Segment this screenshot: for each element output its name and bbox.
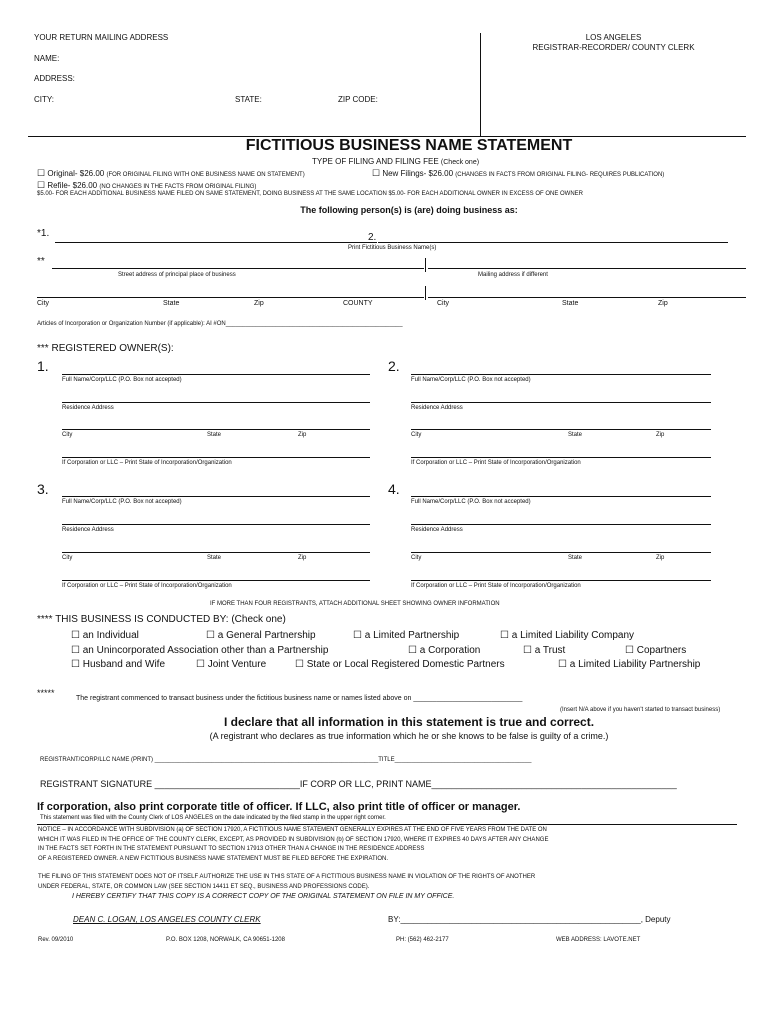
owner-2-residence-label: Residence Address xyxy=(411,405,463,411)
owner-1-city-input[interactable] xyxy=(62,429,370,430)
web-address[interactable]: WEB ADDRESS: LAVOTE.NET xyxy=(556,937,641,943)
mailing-address-input[interactable] xyxy=(428,268,746,269)
owner-2-num: 2. xyxy=(388,358,400,374)
checkbox-icon: ☐ xyxy=(295,659,304,670)
owner-3-num: 3. xyxy=(37,481,49,497)
deputy-signature[interactable]: BY:______________________________________________________, Deputy xyxy=(388,915,671,924)
business-name-2-input[interactable] xyxy=(378,242,728,243)
print-business-name-label: Print Fictitious Business Name(s) xyxy=(348,245,437,251)
option-corporation[interactable]: ☐ a Corporation xyxy=(408,645,481,656)
owner-3-state-label: State xyxy=(207,555,222,561)
po-box: P.O. BOX 1208, NORWALK, CA 90651-1208 xyxy=(166,937,285,943)
owner-2-corp-label: If Corporation or LLC – Print State of Incorporation/Organization xyxy=(411,460,581,466)
checkbox-icon: ☐ xyxy=(206,630,215,641)
owner-3-city-input[interactable] xyxy=(62,552,370,553)
checkbox-icon: ☐ xyxy=(196,659,205,670)
commenced-text[interactable]: The registrant commenced to transact business under the fictitious business name or names listed above on ____________________________ xyxy=(76,695,523,702)
owner-4-city-input[interactable] xyxy=(411,552,711,553)
owner-1-name-input[interactable] xyxy=(62,374,370,375)
office-name: REGISTRAR-RECORDER/ COUNTY CLERK xyxy=(532,43,695,52)
owner-1-name-label: Full Name/Corp/LLC (P.O. Box not accepted) xyxy=(62,377,182,383)
owners-heading: *** REGISTERED OWNER(S): xyxy=(37,343,174,354)
owner-1-residence-input[interactable] xyxy=(62,402,370,403)
declaration: I declare that all information in this statement is true and correct. xyxy=(223,715,595,729)
state-label-2: State xyxy=(562,300,579,307)
filed-note: This statement was filed with the County Clerk of LOS ANGELES on the date indicated by the filed stamp in the upper right corner. xyxy=(40,815,386,821)
business-name-1: *1. xyxy=(37,228,50,239)
notice-block: NOTICE – IN ACCORDANCE WITH SUBDIVISION (a) OF SECTION 17920, A FICTITIOUS NAME STATEMENT GENERALLY EXPIRES AT THE END OF FIVE YEARS FROM THE DATE ON WHICH IT WAS FILED IN THE OFFICE OF THE COUNTY CLERK, EXCEPT, AS PROVIDED IN SUBDIVISION (b) OF SECTION 17920, WHERE IT EXPIRES 40 DAYS AFTER ANY CHANGE IN THE FACTS SET FORTH IN THE STATEMENT PURSUANT TO SECTION 17913 OTHER THAN A CHANGE IN THE RESIDENCE ADDRESS OF A REGISTERED OWNER. A NEW FICTITIOUS BUSINESS NAME STATEMENT MUST BE FILED BEFORE THE EXPIRATION. xyxy=(38,827,549,862)
county-name: LOS ANGELES xyxy=(585,33,642,42)
option-domestic-partners[interactable]: ☐ State or Local Registered Domestic Partners xyxy=(295,659,505,670)
owner-1-zip-label: Zip xyxy=(298,432,307,438)
revision: Rev. 09/2010 xyxy=(38,937,74,943)
corp-title-instruction: If corporation, also print corporate title of officer. If LLC, also print title of officer or manager. xyxy=(37,801,521,813)
option-unincorporated[interactable]: ☐ an Unincorporated Association other than a Partnership xyxy=(71,645,329,656)
owner-3-corp-input[interactable] xyxy=(62,580,370,581)
checkbox-icon: ☐ xyxy=(558,659,567,670)
option-llc[interactable]: ☐ a Limited Liability Company xyxy=(500,630,635,641)
owner-3-zip-label: Zip xyxy=(298,555,307,561)
owner-3-name-input[interactable] xyxy=(62,496,370,497)
owner-4-residence-label: Residence Address xyxy=(411,527,463,533)
filing-refile[interactable]: ☐ Refile- $26.00 (NO CHANGES IN THE FACTS FROM ORIGINAL FILING) xyxy=(37,180,257,190)
zip-label-1: Zip xyxy=(254,300,264,307)
checkbox-icon: ☐ xyxy=(71,659,80,670)
owner-4-name-input[interactable] xyxy=(411,496,711,497)
owner-4-corp-label: If Corporation or LLC – Print State of Incorporation/Organization xyxy=(411,583,581,589)
checkbox-icon: ☐ xyxy=(37,180,46,190)
registrant-print-name[interactable]: REGISTRANT/CORP/LLC NAME (PRINT) ___________________________________________________________________TITLE_________________________________________ xyxy=(40,757,532,763)
owner-2-state-label: State xyxy=(568,432,583,438)
business-name-1-input[interactable] xyxy=(55,242,377,243)
city-label: CITY: xyxy=(34,95,55,104)
phone: PH: (562) 462-2177 xyxy=(396,937,449,943)
filing-type-heading: TYPE OF FILING AND FILING FEE (Check one) xyxy=(312,157,480,166)
mailing-city-input[interactable] xyxy=(428,297,746,298)
name-label: NAME: xyxy=(34,54,60,63)
more-than-four-note: IF MORE THAN FOUR REGISTRANTS, ATTACH ADDITIONAL SHEET SHOWING OWNER INFORMATION xyxy=(210,601,500,607)
articles-number[interactable]: Articles of Incorporation or Organization Number (if applicable): AI #ON_____________________________________________________ xyxy=(37,321,403,327)
filing-original[interactable]: ☐ Original- $26.00 (FOR ORIGINAL FILING WITH ONE BUSINESS NAME ON STATEMENT) xyxy=(37,168,305,178)
address-label: ADDRESS: xyxy=(34,74,75,83)
owner-4-num: 4. xyxy=(388,481,400,497)
checkbox-icon: ☐ xyxy=(523,645,532,656)
owner-2-city-input[interactable] xyxy=(411,429,711,430)
checkbox-icon: ☐ xyxy=(71,645,80,656)
owner-1-city-label: City xyxy=(62,432,73,438)
doing-business-heading: The following person(s) is (are) doing business as: xyxy=(300,205,518,215)
owner-4-state-label: State xyxy=(568,555,583,561)
owner-4-corp-input[interactable] xyxy=(411,580,711,581)
option-general-partnership[interactable]: ☐ a General Partnership xyxy=(206,630,316,641)
street-address-input[interactable] xyxy=(52,268,424,269)
commenced-stars: ***** xyxy=(37,688,55,698)
owner-4-city-label: City xyxy=(411,555,422,561)
option-husband-wife[interactable]: ☐ Husband and Wife xyxy=(71,659,166,670)
option-copartners[interactable]: ☐ Copartners xyxy=(625,645,687,656)
certify-statement: I HEREBY CERTIFY THAT THIS COPY IS A CORRECT COPY OF THE ORIGINAL STATEMENT ON FILE IN MY OFFICE. xyxy=(72,893,455,900)
mailing-address-label: Mailing address if different xyxy=(478,272,548,278)
filing-additional-fees: $5.00- FOR EACH ADDITIONAL BUSINESS NAME FILED ON SAME STATEMENT, DOING BUSINESS AT THE SAME LOCATION $5.00- FOR EACH ADDITIONAL OWNER IN EXCESS OF ONE OWNER xyxy=(37,191,583,197)
owner-3-corp-label: If Corporation or LLC – Print State of Incorporation/Organization xyxy=(62,583,232,589)
owner-2-corp-input[interactable] xyxy=(411,457,711,458)
option-joint-venture[interactable]: ☐ Joint Venture xyxy=(196,659,267,670)
owner-1-state-label: State xyxy=(207,432,222,438)
address-divider xyxy=(425,258,426,272)
owner-3-city-label: City xyxy=(62,555,73,561)
owner-3-name-label: Full Name/Corp/LLC (P.O. Box not accepted) xyxy=(62,499,182,505)
owner-4-name-label: Full Name/Corp/LLC (P.O. Box not accepted) xyxy=(411,499,531,505)
zip-label-2: Zip xyxy=(658,300,668,307)
filing-law-block: THE FILING OF THIS STATEMENT DOES NOT OF ITSELF AUTHORIZE THE USE IN THIS STATE OF A FICTITIOUS BUSINESS NAME IN VIOLATION OF THE RIGHTS OF ANOTHER UNDER FEDERAL, STATE, OR COMMON LAW (SEE SECTION 14411 ET SEQ., BUSINESS AND PROFESSIONS CODE). xyxy=(38,874,536,890)
checkbox-icon: ☐ xyxy=(625,645,634,656)
owner-1-residence-label: Residence Address xyxy=(62,405,114,411)
checkbox-icon: ☐ xyxy=(71,630,80,641)
checkbox-icon: ☐ xyxy=(372,168,381,178)
owner-2-name-input[interactable] xyxy=(411,374,711,375)
owner-2-residence-input[interactable] xyxy=(411,402,711,403)
owner-2-name-label: Full Name/Corp/LLC (P.O. Box not accepted) xyxy=(411,377,531,383)
owner-1-num: 1. xyxy=(37,358,49,374)
page-title: FICTITIOUS BUSINESS NAME STATEMENT xyxy=(245,137,573,154)
owner-4-zip-label: Zip xyxy=(656,555,665,561)
address-marker: ** xyxy=(37,256,45,267)
commenced-note: (Insert N/A above if you haven't started to transact business) xyxy=(560,707,721,713)
option-individual[interactable]: ☐ an Individual xyxy=(71,630,139,641)
state-label-1: State xyxy=(163,300,180,307)
owner-1-corp-input[interactable] xyxy=(62,457,370,458)
option-llp[interactable]: ☐ a Limited Liability Partnership xyxy=(558,659,701,670)
owner-3-residence-input[interactable] xyxy=(62,524,370,525)
checkbox-icon: ☐ xyxy=(353,630,362,641)
state-label: STATE: xyxy=(235,95,262,104)
city-label-1: City xyxy=(37,300,50,307)
city-divider xyxy=(425,286,426,300)
owner-3-residence-label: Residence Address xyxy=(62,527,114,533)
checkbox-icon: ☐ xyxy=(408,645,417,656)
business-name-2-num: 2. xyxy=(368,232,377,243)
filing-new[interactable]: ☐ New Filings- $26.00 (CHANGES IN FACTS FROM ORIGINAL FILING- REQUIRES PUBLICATION) xyxy=(372,168,665,178)
registrant-signature[interactable]: REGISTRANT SIGNATURE _____________________________IF CORP OR LLC, PRINT NAME_________________________________________________ xyxy=(40,779,677,789)
zip-label: ZIP CODE: xyxy=(338,95,378,104)
option-trust[interactable]: ☐ a Trust xyxy=(523,645,566,656)
owner-1-corp-label: If Corporation or LLC – Print State of Incorporation/Organization xyxy=(62,460,232,466)
checkbox-icon: ☐ xyxy=(37,168,46,178)
city-label-2: City xyxy=(437,300,450,307)
owner-2-zip-label: Zip xyxy=(656,432,665,438)
conducted-heading: **** THIS BUSINESS IS CONDUCTED BY: (Check one) xyxy=(37,614,286,625)
owner-4-residence-input[interactable] xyxy=(411,524,711,525)
notice-rule xyxy=(37,824,737,825)
county-clerk-name: DEAN C. LOGAN, LOS ANGELES COUNTY CLERK xyxy=(73,915,261,924)
county-label: COUNTY xyxy=(343,300,373,307)
checkbox-icon: ☐ xyxy=(500,630,509,641)
declaration-note: (A registrant who declares as true information which he or she knows to be false is guilty of a crime.) xyxy=(209,731,609,741)
street-address-label: Street address of principal place of business xyxy=(118,272,236,278)
owner-2-city-label: City xyxy=(411,432,422,438)
city-state-zip-input[interactable] xyxy=(37,297,424,298)
option-limited-partnership[interactable]: ☐ a Limited Partnership xyxy=(353,630,460,641)
return-address-label: YOUR RETURN MAILING ADDRESS xyxy=(34,33,169,42)
